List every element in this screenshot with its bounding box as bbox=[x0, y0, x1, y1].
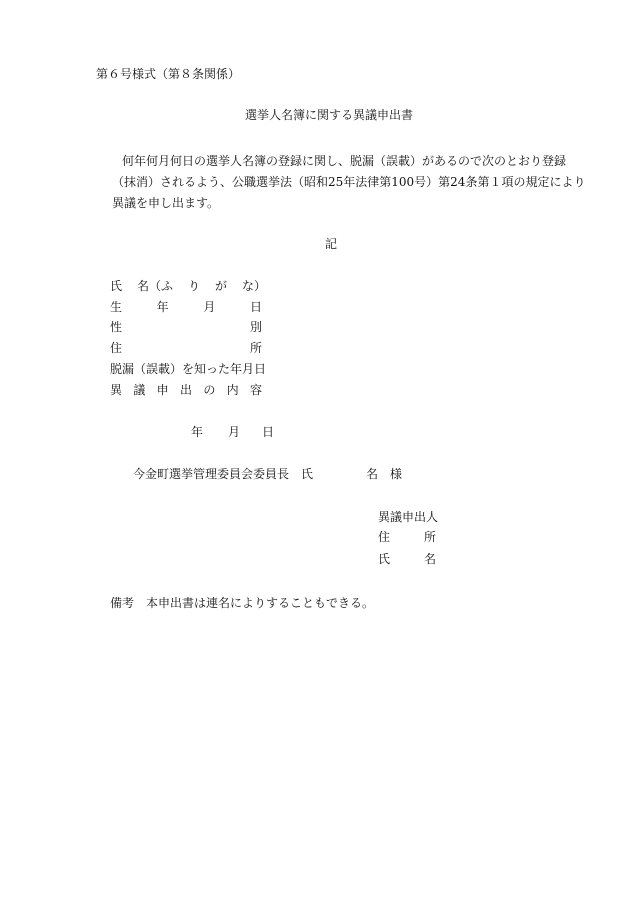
field-name-label: 氏 名（ふ り が な） bbox=[110, 279, 266, 293]
body-line-2: （抹消）されるよう、公職選挙法（昭和25年法律第100号）第24条第１項の規定により bbox=[112, 175, 586, 189]
note: 備考 本申出書は連名によりすることもできる。 bbox=[110, 596, 375, 610]
applicant-address-label: 住 所 bbox=[378, 530, 436, 544]
field-birth-label: 生 年 月 日 bbox=[110, 300, 262, 314]
applicant-name-label: 氏 名 bbox=[378, 552, 436, 566]
field-address-label: 住 所 bbox=[110, 341, 262, 355]
date-month: 月 bbox=[228, 425, 241, 439]
body-line-1: 何年何月何日の選挙人名簿の登録に関し、脱漏（誤載）があるので次のとおり登録 bbox=[122, 154, 567, 168]
addressee-name-suffix: 名 様 bbox=[366, 467, 403, 481]
field-date-known-label: 脱漏（誤載）を知った年月日 bbox=[110, 362, 267, 376]
body-line-3: 異議を申し出ます。 bbox=[112, 196, 220, 210]
form-number: 第６号様式（第８条関係） bbox=[96, 67, 241, 81]
applicant-label: 異議申出人 bbox=[378, 510, 439, 524]
field-content-label: 異 議 申 出 の 内 容 bbox=[110, 383, 262, 397]
ki-heading: 記 bbox=[325, 237, 338, 251]
document-title: 選挙人名簿に関する異議申出書 bbox=[245, 108, 414, 122]
date-year: 年 bbox=[191, 425, 204, 439]
date-day: 日 bbox=[262, 425, 275, 439]
field-sex-label: 性 別 bbox=[110, 320, 262, 334]
addressee-org: 今金町選挙管理委員会委員長 氏 bbox=[133, 467, 314, 481]
